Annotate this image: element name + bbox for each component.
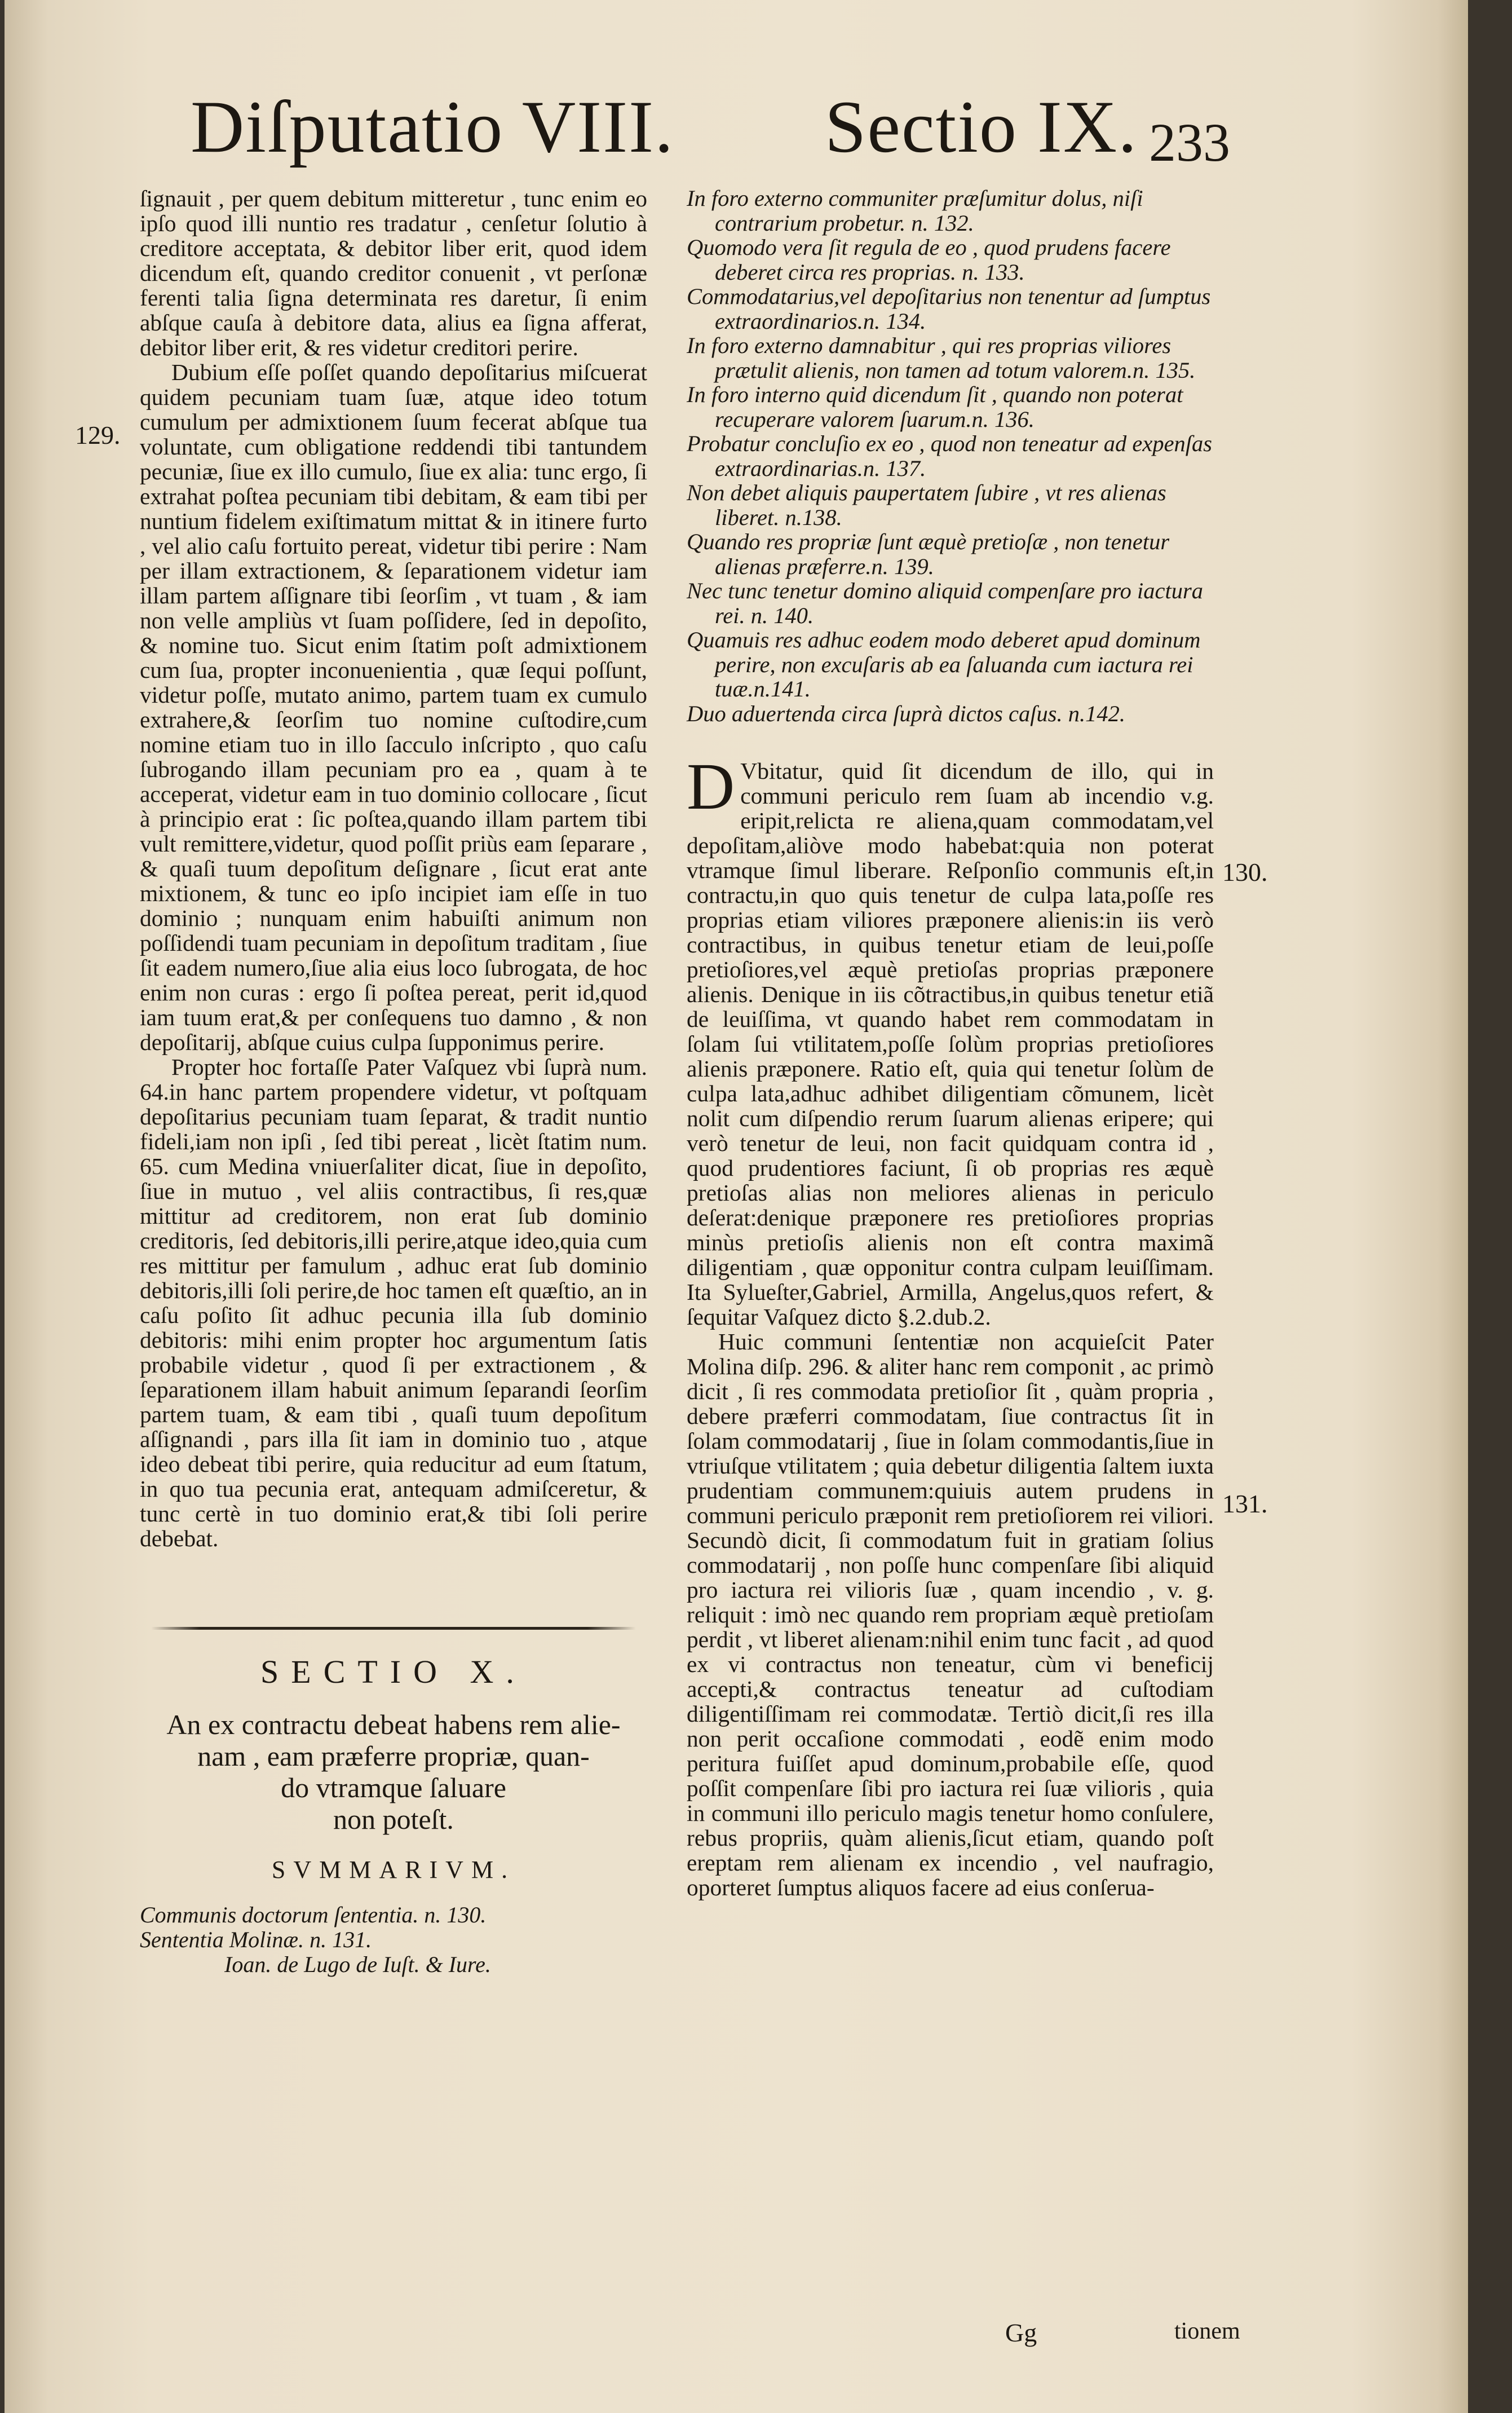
section-heading-line: do vtramque ſaluare [281, 1772, 506, 1803]
paragraph: ſignauit , per quem debitum mitteretur , tunc enim eo ipſo quod illi nuntio res tradatur , cenſetur ſolutio à creditore acceptata, & debitor liber erit, quod idem dicendum eſt, quando creditor conuenit , vt perſonæ ferenti talia ſigna determinata res daretur, ſi enim abſque cauſa à debitore data, alius ea ſigna afferat, debitor liber erit, & res videtur creditori perire. [140, 186, 647, 360]
section-divider [151, 1627, 636, 1630]
section-heading-line: nam , eam præferre propriæ, quan- [197, 1740, 590, 1772]
paragraph-text: Vbitatur, quid ſit dicendum de illo, qui in communi periculo rem ſuam ab incendio v.g. eripit,relicta re aliena,quam commodatam,vel depoſitam,aliòve modo habebat:quia non poterat vtramque ſimul liberare. Reſponſio communis eſt,in contractu,in quo quis tenetur de culpa lata,poſſe res proprias etiam viliores præponere alienis:in iis verò contractibus, in quibus tenetur etiam de leui,poſſe pretioſiores,vel æquè pretioſas proprias præponere alienis. Denique in iis cõtractibus,in quibus tenetur etiã de leuiſſima, vt quando habet rem commodatam in ſolam ſui vtilitatem,poſſe ſolùm proprias pretioſiores alienis præponere. Ratio eſt, quia qui tenetur ſolùm de culpa lata,adhuc adhibet diligentiam cõmunem, licèt nolit cum diſpendio rerum ſuarum alienas eripere; qui verò tenetur de leui, non facit quidquam contra id , quod prudentiores faciunt, ſi ob proprias res æquè pretioſas alias non meliores alienas in periculo deſerat:denique præponere res pretioſiores proprias minùs pretioſis alienis non eſt contra maximã diligentiam , quæ opponitur contra culpam leuiſſimam. Ita Sylueſter,Gabriel, Armilla, Angelus,quos refert, & ſequitar Vaſquez dicto §.2.dub.2. [687, 758, 1214, 1330]
summary-item: Commodatarius,vel depoſitarius non tenentur ad ſumptus extraordinarios.n. 134. [687, 284, 1211, 334]
paragraph: Huic communi ſententiæ non acquieſcit Pater Molina diſp. 296. & aliter hanc rem componit , ac primò dicit , ſi res commodata pretioſior ſit , quàm propria , debere præferri commodatam, ſiue contractus ſit in ſolam commodatarij , ſiue in ſolam commodantis,ſiue in vtriuſque vtilitatem ; quia debetur diligentia ſaltem iuxta prudentiam communem:quiuis autem prudens in communi periculo præponit rem pretioſiorem rei viliori. Secundò dicit, ſi commodatum fuit in gratiam ſolius commodatarij , non poſſe hunc compenſare ſibi aliquid pro iactura rei vilioris ſuæ , quam incendio , v. g. reliquit : imò nec quando rem propriam æquè pretioſam perdit , vt liberet alienam:nihil enim tunc facit , ad quod ex vi contractus non teneatur, cùm vi beneficij accepti,& contractus teneatur ad cuſtodiam diligentiſſimam rei commodatæ. Tertiò dicit,ſi res illa non perit occaſione commodati , eodẽ enim modo peritura fuiſſet apud dominum,probabile eſſe, quod poſſit compenſare ſibi pro iactura rei ſuæ vilioris , quia in communi illo periculo magis tenetur homo conſulere, rebus propriis, quàm alienis,ſicut etiam, quando poſt ereptam rem alienam ex incendio , vel naufragio, oporteret ſumptus aliquos facere ad eius conſerua- [687, 1329, 1214, 1900]
drop-capital: D [687, 749, 735, 823]
running-header [191, 85, 1230, 173]
summary-item: Nec tunc tenetur domino aliquid compenſare pro iactura rei. n. 140. [687, 578, 1203, 628]
margin-number-129: 129. [75, 421, 121, 449]
summary-item: Non debet aliquis paupertatem ſubire , vt res alienas liberet. n.138. [687, 480, 1166, 530]
section-heading-line: An ex contractu debeat habens rem alie- [166, 1709, 621, 1740]
catchword: tionem [1174, 2318, 1240, 2344]
margin-number-131: 131. [1222, 1489, 1268, 1518]
page-number: 233 [1149, 112, 1230, 173]
summary-item: Probatur concluſio ex eo , quod non teneatur ad expenſas extraordinarias.n. 137. [687, 431, 1213, 481]
summary-label: SVMMARIVM. [271, 1856, 516, 1883]
header-sectio: Sectio IX. [825, 85, 1138, 168]
summary-item: Duo aduertenda circa ſuprà dictos caſus. n.142. [687, 700, 1126, 726]
paragraph: Propter hoc fortaſſe Pater Vaſquez vbi ſuprà num. 64.in hanc partem propendere videtur, vt poſtquam depoſitarius pecuniam tuam ſeparat, & tradit nuntio fideli,iam non ipſi , ſed tibi pereat , licèt ſtatim num. 65. cum Medina vniuerſaliter dicat, ſiue in depoſito, ſiue in mutuo , vel aliis contractibus, ſi res,quæ mittitur ad creditorem, non erat ſub dominio creditoris, ſed debitoris,illi perire,atque ideo,quia cum res mittitur per famulum , adhuc erat ſub dominio debitoris,illi ſoli perire,de hoc tamen eſt quæſtio, an in caſu poſito ſit adhuc pecunia illa ſub dominio debitoris: mihi enim propter hoc argumentum ſatis probabile videtur , quod ſi per extractionem , & ſeparationem illam habuit animum ſeparandi ſeorſim partem tuam, & eam tibi , quaſi tuum depoſitum aſſignandi , pars illa ſit iam in dominio tuo , atque ideo debeat tibi perire, quia reducitur ad eum ſtatum, in quo tua pecunia erat, antequam admiſceretur, & tunc certè in tuo dominio erat,& tibi ſoli perire debebat. [140, 1054, 647, 1551]
summary-item: In foro externo communiter præſumitur dolus, niſi contrarium probetur. n. 132. [687, 186, 1143, 236]
paragraph: Dubium eſſe poſſet quando depoſitarius miſcuerat quidem pecuniam tuam ſuæ, atque ideo totum cumulum per admixtionem ſuum fecerat abſque tua voluntate, cum obligatione reddendi tibi tantundem pecuniæ, ſiue ex illo cumulo, ſiue ex alia: tunc ergo, ſi extrahat poſtea pecuniam tibi debitam, & eam tibi per nuntium fidelem exiſtimatum mittat & in itinere furto , vel alio caſu fortuito pereat, videtur tibi perire : Nam per illam extractionem, & ſeparationem videtur iam illam partem aſſignare tibi ſeorſim , vt tuam , & iam non velle ampliùs vt ſuam poſſidere, ſed in depoſito, & nomine tuo. Sicut enim ſtatim poſt admixtionem cum ſua, propter inconuenientia , quæ ſequi poſſunt, videtur poſſe, mutato animo, partem tuam ex cumulo extrahere,& ſeorſim tuo nomine cuſtodire,cum nomine etiam tuo in illo ſacculo inſcripto , quo caſu ſubrogando illam pecuniam pro ea , quam à te acceperat, videtur eam in tuo dominio collocare , ſicut à principio erat : ſic poſtea,quando illam partem tibi vult remittere,videtur, quod poſſit priùs eam ſeparare , & quaſi tuum depoſitum deſignare , ſicut erat ante mixtionem, & tunc eo ipſo incipiet iam eſſe in tuo dominio ; nunquam enim habuiſti animum non poſſidendi tuam pecuniam in depoſitum traditam , ſiue ſit eadem numero,ſiue alia eius loco ſubrogata, de hoc enim non curas : ergo ſi poſtea pereat, perit id,quod iam tuum erat,& per conſequens tuo damno , & non depoſitarij, abſque cuius culpa ſupponimus perire. [140, 359, 647, 1055]
left-column [140, 186, 647, 1977]
section-title: SECTIO X. [260, 1653, 527, 1690]
section-heading-line: non poteſt. [333, 1803, 454, 1835]
summary-item: Sententia Molinæ. n. 131. [140, 1927, 372, 1952]
book-page [5, 0, 1468, 2413]
spacer [687, 726, 1214, 758]
summary-item: Quamuis res adhuc eodem modo deberet apud dominum perire, non excuſaris ab ea ſaluanda cum iactura rei tuæ.n.141. [687, 627, 1201, 702]
paragraph-with-dropcap [687, 749, 1214, 1330]
summary-item: Quando res propriæ ſunt æquè pretioſæ , non tenetur alienas præferre.n. 139. [687, 529, 1170, 579]
summary-item: In foro interno quid dicendum ſit , quando non poterat recuperare valorem ſuarum.n. 136. [687, 382, 1183, 432]
summary-item: In foro externo damnabitur , qui res proprias viliores prætulit alienis, non tamen ad totum valorem.n. 135. [687, 333, 1196, 383]
header-disputatio: Diſputatio VIII. [191, 85, 675, 168]
right-column [687, 186, 1214, 1900]
summary-item: Communis doctorum ſententia. n. 130. [140, 1902, 487, 1927]
signature-mark: Gg [1005, 2318, 1037, 2347]
margin-number-130: 130. [1222, 858, 1268, 886]
summary-item: Quomodo vera ſit regula de eo , quod prudens facere deberet circa res proprias. n. 133. [687, 235, 1171, 285]
footer-running-title: Ioan. de Lugo de Iuſt. & Iure. [224, 1952, 491, 1977]
